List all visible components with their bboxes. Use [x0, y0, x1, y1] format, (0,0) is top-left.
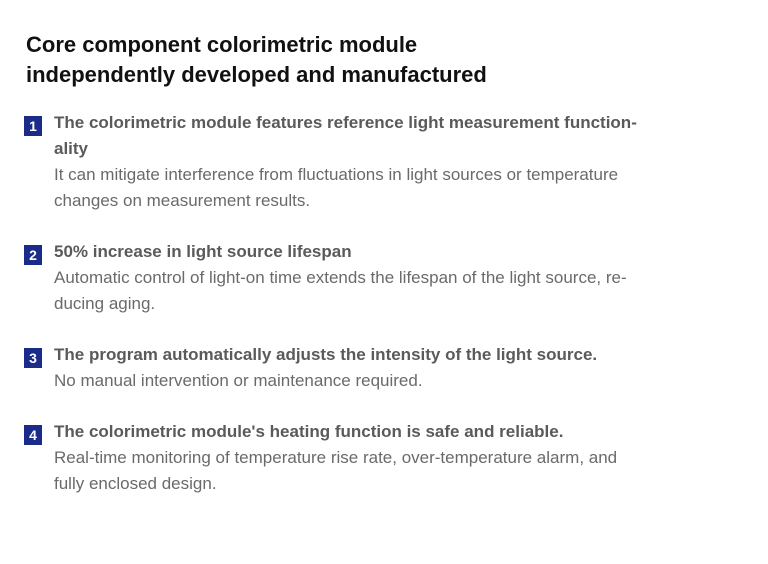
feature-number-badge: 3 [24, 348, 42, 368]
feature-description-line: It can mitigate interference from fluctuations in light sources or temperature [54, 165, 619, 184]
feature-item-2 [24, 239, 724, 317]
feature-description [54, 162, 724, 214]
page-title [26, 30, 487, 90]
feature-heading [54, 110, 724, 162]
feature-description-line: changes on measurement results. [54, 191, 311, 210]
feature-description-line: fully enclosed design. [54, 474, 217, 493]
feature-heading-line: The colorimetric module features reference light measurement function- [54, 113, 637, 132]
page-title-line-2: independently developed and manufactured [26, 62, 487, 87]
feature-heading-line: ality [54, 139, 89, 158]
feature-description-line: Automatic control of light-on time extends the lifespan of the light source, re- [54, 268, 627, 287]
feature-heading [54, 419, 724, 445]
feature-heading [54, 342, 724, 368]
feature-list [24, 110, 724, 522]
feature-item-1 [24, 110, 724, 214]
feature-number-badge: 2 [24, 245, 42, 265]
page-title-line-1: Core component colorimetric module [26, 32, 418, 57]
feature-number-badge: 1 [24, 116, 42, 136]
feature-description-line: No manual intervention or maintenance required. [54, 371, 423, 390]
feature-description [54, 265, 724, 317]
feature-item-4 [24, 419, 724, 497]
feature-heading-line: 50% increase in light source lifespan [54, 242, 352, 261]
feature-description-line: Real-time monitoring of temperature rise rate, over-temperature alarm, and [54, 448, 618, 467]
feature-description [54, 368, 724, 394]
feature-heading-line: The colorimetric module's heating function is safe and reliable. [54, 422, 564, 441]
feature-heading-line: The program automatically adjusts the intensity of the light source. [54, 345, 598, 364]
feature-number-badge: 4 [24, 425, 42, 445]
feature-item-3 [24, 342, 724, 394]
feature-description [54, 445, 724, 497]
feature-heading [54, 239, 724, 265]
feature-description-line: ducing aging. [54, 294, 156, 313]
